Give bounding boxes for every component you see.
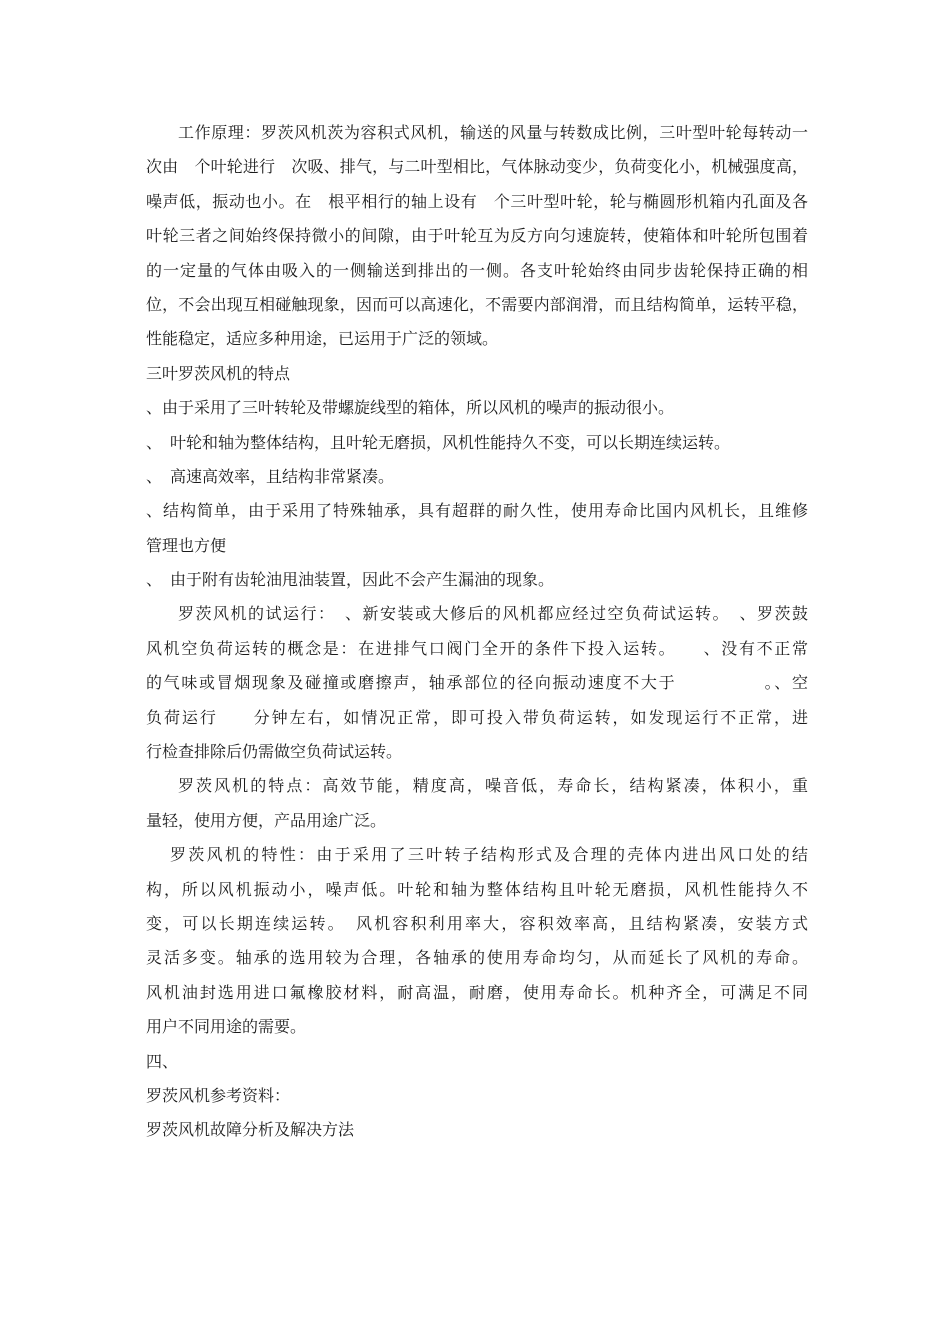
text-line: 次由 个叶轮进行 次吸、排气，与二叶型相比，气体脉动变少，负荷变化小，机械强度高，	[146, 157, 808, 177]
section-heading: 罗茨风机参考资料：	[146, 1085, 291, 1105]
list-item: 、 叶轮和轴为整体结构，且叶轮无磨损，风机性能持久不变，可以长期连续运转。	[146, 432, 731, 452]
text-line: 罗茨风机的特性：由于采用了三叶转子结构形式及合理的壳体内进出风口处的结	[170, 845, 808, 865]
features-heading	[146, 357, 808, 391]
section-heading: 罗茨风机故障分析及解决方法	[146, 1120, 355, 1140]
list-item: 、结构简单，由于采用了特殊轴承，具有超群的耐久性，使用寿命比国内风机长，且维修	[146, 501, 808, 521]
text-line: 负荷运行 分钟左右，如情况正常，即可投入带负荷运转，如发现运行不正常，进	[146, 707, 808, 727]
text-line: 量轻，使用方便，产品用途广泛。	[146, 810, 387, 830]
list-item-continuation: 管理也方便	[146, 535, 227, 555]
text-line: 风机空负荷运转的概念是：在进排气口阀门全开的条件下投入运转。 、没有不正常	[146, 638, 808, 658]
text-line: 噪声低，振动也小。在 根平相行的轴上设有 个三叶型叶轮，轮与椭圆形机箱内孔面及各	[146, 191, 808, 211]
section-four	[146, 1045, 808, 1079]
list-item: 、 由于附有齿轮油甩油装置，因此不会产生漏油的现象。	[146, 570, 555, 590]
text-line: 的气味或冒烟现象及碰撞或磨擦声，轴承部位的径向振动速度不大于 。、空	[146, 673, 808, 693]
fault-analysis-heading	[146, 1113, 808, 1147]
text-line: 的一定量的气体由吸入的一侧输送到排出的一侧。各支叶轮始终由同步齿轮保持正确的相	[146, 260, 808, 280]
text-line: 用户不同用途的需要。	[146, 1017, 307, 1037]
trial-run-paragraph	[146, 597, 808, 769]
reference-heading	[146, 1079, 808, 1113]
text-line: 风机油封选用进口氟橡胶材料，耐高温，耐磨，使用寿命长。机种齐全，可满足不同	[146, 982, 808, 1002]
working-principle-paragraph	[146, 116, 808, 357]
text-line: 工作原理：罗茨风机茨为容积式风机，输送的风量与转数成比例，三叶型叶轮每转动一	[178, 123, 808, 142]
properties-paragraph	[146, 838, 808, 1044]
text-line: 罗茨风机的特点：高效节能，精度高，噪音低，寿命长，结构紧凑，体积小，重	[178, 776, 808, 796]
section-heading: 三叶罗茨风机的特点	[146, 363, 291, 383]
characteristics-paragraph	[146, 769, 808, 838]
text-line: 构，所以风机振动小，噪声低。叶轮和轴为整体结构且叶轮无磨损，风机性能持久不	[146, 879, 808, 899]
text-line: 变，可以长期连续运转。 风机容积利用率大，容积效率高，且结构紧凑，安装方式	[146, 913, 808, 933]
section-number: 四、	[146, 1051, 179, 1071]
features-list	[146, 391, 808, 597]
text-line: 叶轮三者之间始终保持微小的间隙，由于叶轮互为反方向匀速旋转，使箱体和叶轮所包围着	[146, 226, 808, 246]
text-line: 罗茨风机的试运行： 、新安装或大修后的风机都应经过空负荷试运转。 、罗茨鼓	[178, 604, 808, 624]
list-item: 、 高速高效率，且结构非常紧凑。	[146, 466, 395, 486]
document-body	[146, 116, 808, 1148]
list-item: 、由于采用了三叶转轮及带螺旋线型的箱体，所以风机的噪声的振动很小。	[146, 398, 675, 418]
text-line: 性能稳定，适应多种用途，已运用于广泛的领域。	[146, 329, 499, 349]
text-line: 灵活多变。轴承的选用较为合理，各轴承的使用寿命均匀，从而延长了风机的寿命。	[146, 948, 808, 968]
text-line: 位，不会出现互相碰触现象，因而可以高速化，不需要内部润滑，而且结构简单，运转平稳，	[146, 294, 808, 314]
text-line: 行检查排除后仍需做空负荷试运转。	[146, 742, 403, 762]
